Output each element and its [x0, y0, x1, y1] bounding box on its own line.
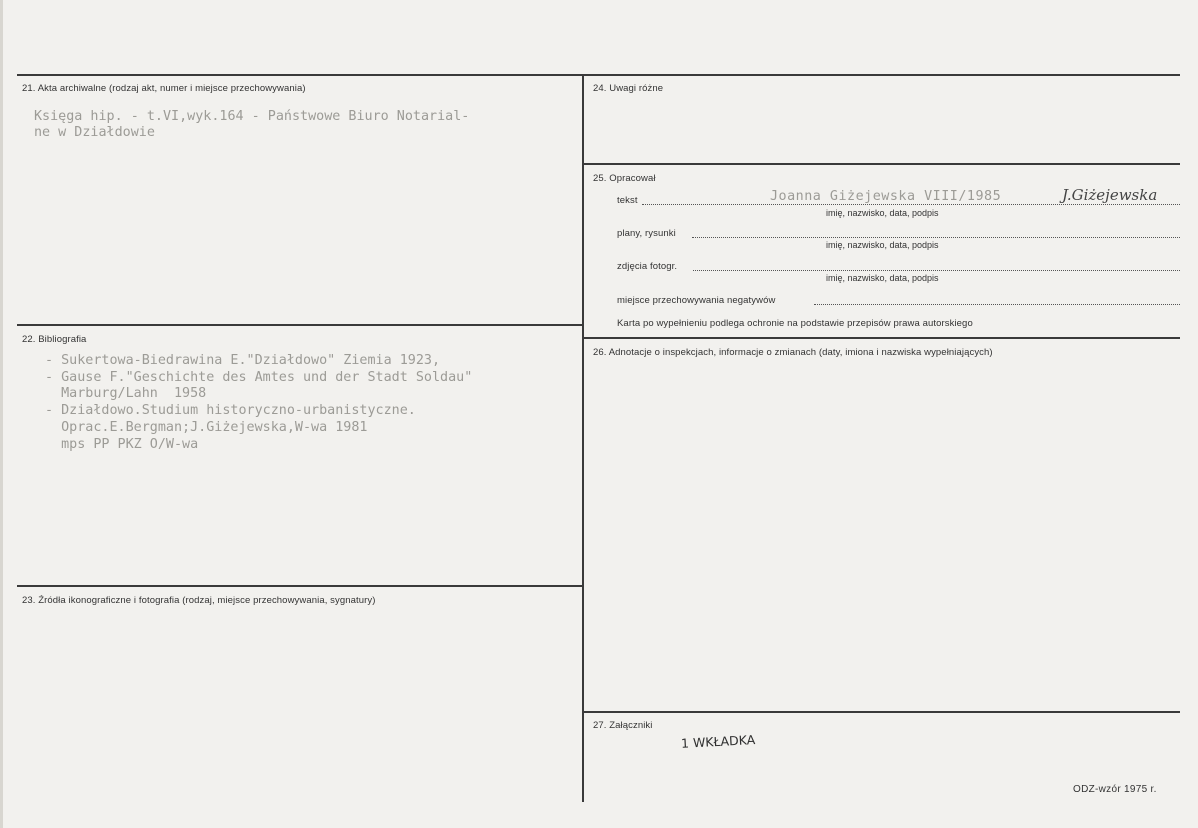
- bibliography-line-1: - Sukertowa-Biedrawina E."Działdowo" Ziemia 1923,: [45, 353, 441, 368]
- divider-22-23: [17, 585, 582, 587]
- bibliography-line-3: Marburg/Lahn 1958: [45, 386, 207, 401]
- zdjecia-label: zdjęcia fotogr.: [617, 261, 678, 272]
- tekst-value: Joanna Giżejewska VIII/1985: [770, 189, 1002, 204]
- section-21-line-1: Księga hip. - t.VI,wyk.164 - Państwowe Biuro Notarial-: [34, 109, 470, 124]
- bibliography-line-5: Oprac.E.Bergman;J.Giżejewska,W-wa 1981: [45, 420, 368, 435]
- plany-label: plany, rysunki: [617, 228, 676, 239]
- divider-25-26: [584, 337, 1180, 339]
- section-21-label: 21. Akta archiwalne (rodzaj akt, numer i miejsce przechowywania): [22, 83, 306, 94]
- negatywy-label: miejsce przechowywania negatywów: [617, 295, 776, 306]
- top-border: [17, 74, 1180, 76]
- section-23-label: 23. Źródła ikonograficzne i fotografia (rodzaj, miejsce przechowywania, sygnatury): [22, 595, 376, 606]
- bibliography-line-2: - Gause F."Geschichte des Amtes und der Stadt Soldau": [45, 370, 473, 385]
- divider-21-22: [17, 324, 582, 326]
- plany-sublabel: imię, nazwisko, data, podpis: [826, 240, 939, 250]
- plany-line: [692, 237, 1180, 238]
- tekst-sublabel: imię, nazwisko, data, podpis: [826, 208, 939, 218]
- zdjecia-sublabel: imię, nazwisko, data, podpis: [826, 273, 939, 283]
- section-25-label: 25. Opracował: [593, 173, 656, 184]
- bibliography-line-6: mps PP PKZ O/W-wa: [45, 437, 199, 452]
- section-22-label: 22. Bibliografia: [22, 334, 87, 345]
- bibliography-line-4: - Działdowo.Studium historyczno-urbanistyczne.: [45, 403, 416, 418]
- negatywy-line: [814, 304, 1180, 305]
- card-edge: [0, 0, 3, 828]
- center-divider: [582, 74, 584, 802]
- zdjecia-line: [693, 270, 1180, 271]
- section-24-label: 24. Uwagi różne: [593, 83, 664, 94]
- form-identifier: ODZ-wzór 1975 r.: [1073, 784, 1157, 795]
- section-27-label: 27. Załączniki: [593, 720, 653, 731]
- divider-24-25: [584, 163, 1180, 165]
- divider-26-27: [584, 711, 1180, 713]
- section-21-line-2: ne w Działdowie: [34, 125, 155, 140]
- copyright-note: Karta po wypełnieniu podlega ochronie na podstawie przepisów prawa autorskiego: [617, 318, 973, 329]
- section-26-label: 26. Adnotacje o inspekcjach, informacje o zmianach (daty, imiona i nazwiska wypełniających): [593, 347, 993, 358]
- tekst-line: [642, 204, 1180, 205]
- attachment-note: 1 WKŁADKA: [680, 732, 756, 751]
- tekst-signature: J.Giżejewska: [1062, 186, 1158, 204]
- tekst-label: tekst: [617, 195, 638, 206]
